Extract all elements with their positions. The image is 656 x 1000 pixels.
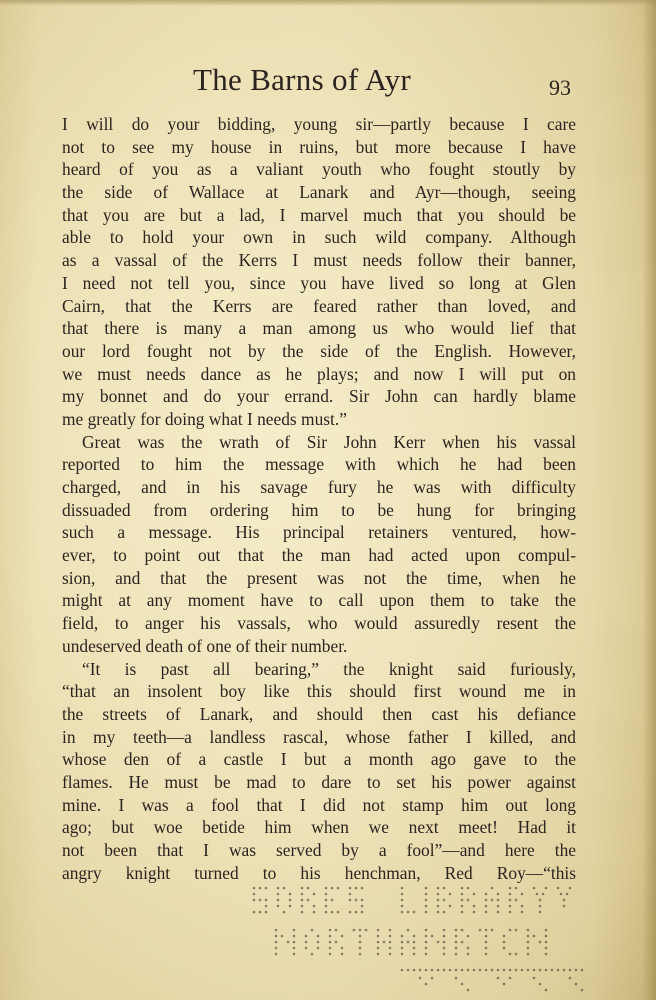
perforated-library-stamp [250, 884, 590, 996]
text-line: that there is many a man among us who would lief that [62, 318, 576, 339]
text-line: ago; but woe betide him when we next meet! Had it [62, 817, 576, 838]
text-line: such a message. His principal retainers ventured, how- [62, 522, 576, 543]
text-line: angry knight turned to his henchman, Red Roy—“this [62, 862, 576, 883]
text-line: whose den of a castle I but a month ago gave to the [62, 749, 576, 770]
text-line: that you are but a lad, I marvel much that you should be [62, 204, 576, 225]
text-line: I need not tell you, since you have lived so long at Glen [62, 272, 576, 293]
text-line: “It is past all bearing,” the knight said furiously, [82, 658, 576, 679]
text-line: I will do your bidding, young sir—partly because I care [62, 114, 576, 134]
text-line: able to hold your own in such wild company. Although [62, 227, 576, 248]
text-line: me greatly for doing what I needs must.” [62, 408, 347, 429]
text-line: not to see my house in ruins, but more because I have [62, 136, 576, 157]
text-line: sion, and that the present was not the time, when he [62, 567, 576, 588]
running-title: The Barns of Ayr [193, 62, 412, 97]
text-line: in my teeth—a landless rascal, whose father I killed, and [62, 726, 576, 747]
text-line: as a vassal of the Kerrs I must needs follow their banner, [62, 250, 576, 271]
text-line: heard of you as a valiant youth who fought stoutly by [62, 159, 576, 180]
text-line: Cairn, that the Kerrs are feared rather than loved, and [62, 295, 576, 316]
text-line: not been that I was served by a fool”—and here the [62, 840, 576, 860]
page-top-edge [0, 0, 656, 6]
text-line: we must needs dance as he plays; and now I will put on [62, 363, 576, 384]
text-line: Great was the wrath of Sir John Kerr when his vassal [82, 431, 576, 452]
page-number: 93 [549, 75, 571, 100]
page-edge-shadow [642, 0, 656, 1000]
text-line: my bonnet and do your errand. Sir John can hardly blame [62, 386, 576, 407]
text-line: field, to anger his vassals, who would assuredly resent the [62, 613, 576, 634]
text-line: our lord fought not by the side of the English. However, [62, 340, 576, 361]
body-text [62, 113, 576, 884]
running-head [0, 62, 656, 102]
text-line: flames. He must be mad to dare to set his power against [62, 771, 576, 792]
text-line: the side of Wallace at Lanark and Ayr—though, seeing [62, 182, 576, 203]
text-line: charged, and in his savage fury he was with difficulty [62, 477, 576, 497]
text-line: “that an insolent boy like this should first wound me in [62, 681, 576, 702]
text-line: mine. I was a fool that I did not stamp him out long [62, 794, 576, 815]
text-line: dissuaded from ordering him to be hung for bringing [62, 499, 576, 520]
text-line: the streets of Lanark, and should then cast his defiance [62, 703, 576, 724]
text-line: ever, to point out that the man had acted upon compul- [62, 545, 576, 566]
text-line: undeserved death of one of their number. [62, 635, 348, 656]
text-line: might at any moment have to call upon them to take the [62, 590, 576, 611]
text-line: reported to him the message with which he had been [62, 454, 576, 475]
